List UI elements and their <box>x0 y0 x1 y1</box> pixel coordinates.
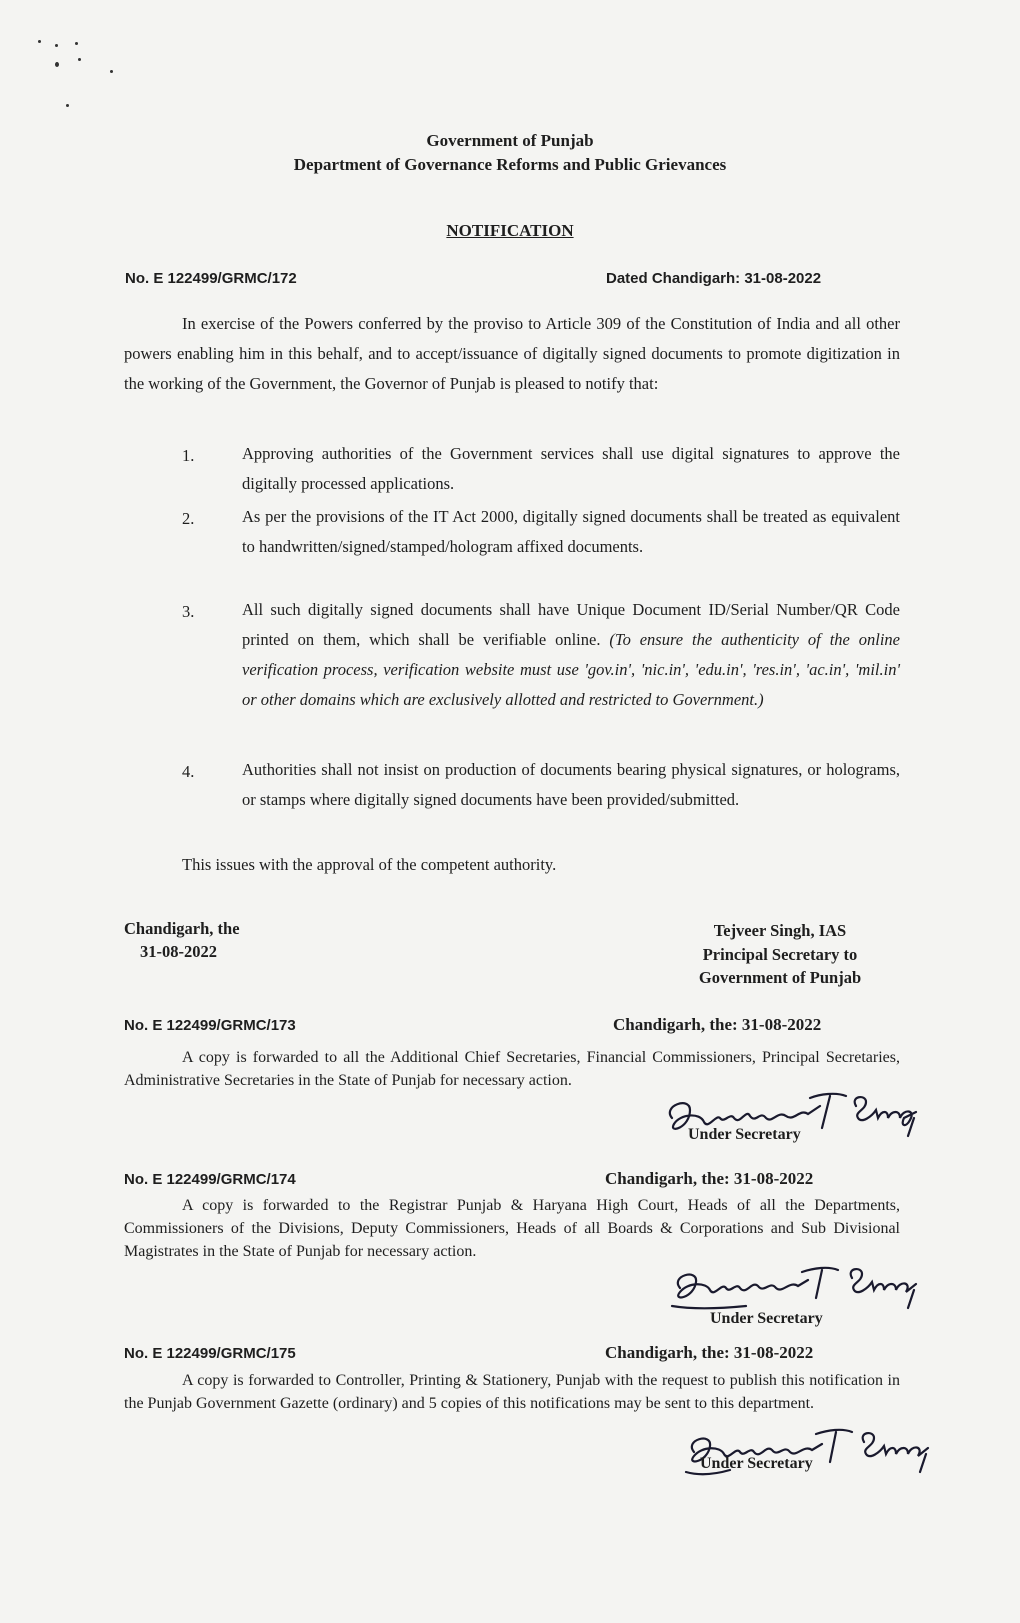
scan-speck <box>66 104 69 107</box>
notification-date: Dated Chandigarh: 31-08-2022 <box>606 270 822 287</box>
header-government: Government of Punjab <box>426 131 594 150</box>
item-text <box>242 595 900 715</box>
signatory-office: Government of Punjab <box>698 968 862 987</box>
closing-line: This issues with the approval of the competent authority. <box>182 855 557 874</box>
item-note: (To ensure the authenticity of the online verification process, verification website must use 'gov.in', 'nic.in', 'edu.in', 'res.in', 'ac.in', 'mil.in' or other domains which are exclusively allotted and restricted to Government.) <box>242 630 901 709</box>
item-text-main: All such digitally signed documents shall have Unique Document ID/Serial Number/QR Code printed on them, which shall be verifiable online. <box>242 600 900 649</box>
item-number: 2. <box>182 509 195 528</box>
signatory-block <box>660 919 900 990</box>
copy-date: Chandigarh, the: 31-08-2022 <box>605 1343 814 1362</box>
item-text: Authorities shall not insist on production of documents bearing physical signatures, or holograms, or stamps where digitally signed documents have been provided/submitted. <box>242 760 900 809</box>
intro-paragraph: In exercise of the Powers conferred by the proviso to Article 309 of the Constitution of India and all other powers enabling him in this behalf, and to accept/issuance of digitally signed documents to promote digitization in the working of the Government, the Governor of Punjab is pleased to notify that: <box>124 314 900 393</box>
scan-speck <box>78 58 81 61</box>
copy-number: No. E 122499/GRMC/173 <box>124 1017 296 1034</box>
notification-number: No. E 122499/GRMC/172 <box>125 270 297 287</box>
signatory-title: Principal Secretary to <box>702 944 858 964</box>
scan-speck <box>38 40 41 43</box>
copy-date: Chandigarh, the: 31-08-2022 <box>605 1169 814 1188</box>
copy-text: A copy is forwarded to the Registrar Punjab & Haryana High Court, Heads of all the Departments, Commissioners of the Divisions, Deputy Commissioners, Heads of all Boards & Corporations and Sub Divisional Magistrates in the State of Punjab for necessary action. <box>124 1197 900 1260</box>
notification-title: NOTIFICATION <box>446 221 574 240</box>
copy-date: Chandigarh, the: 31-08-2022 <box>613 1015 822 1034</box>
item-text: As per the provisions of the IT Act 2000, digitally signed documents shall be treated as equivalent to handwritten/signed/stamped/hologram affixed documents. <box>242 507 900 556</box>
copy-text: A copy is forwarded to Controller, Printing & Stationery, Punjab with the request to publish this notification in the Punjab Government Gazette (ordinary) and 5 copies of this notifications may be sent to this department. <box>124 1372 900 1412</box>
copy-text: A copy is forwarded to all the Additional Chief Secretaries, Financial Commissioners, Principal Secretaries, Administrative Secretaries in the State of Punjab for necessary action. <box>124 1049 900 1089</box>
signature-image <box>666 1262 946 1314</box>
copy-number: No. E 122499/GRMC/174 <box>124 1171 296 1188</box>
scan-speck <box>75 42 78 45</box>
signer-title: Under Secretary <box>700 1455 813 1472</box>
item-text: Approving authorities of the Government services shall use digital signatures to approve the digitally processed applications. <box>242 444 900 493</box>
place-date: 31-08-2022 <box>140 942 217 961</box>
item-number: 3. <box>182 602 195 621</box>
header-department: Department of Governance Reforms and Public Grievances <box>293 155 727 174</box>
signer-title: Under Secretary <box>688 1126 801 1143</box>
scan-speck <box>55 62 59 67</box>
item-number: 4. <box>182 762 195 781</box>
signer-title: Under Secretary <box>710 1310 823 1327</box>
place-line: Chandigarh, the <box>124 919 240 938</box>
copy-number: No. E 122499/GRMC/175 <box>124 1345 296 1362</box>
scan-speck <box>110 70 113 73</box>
scan-speck <box>55 44 58 47</box>
item-number: 1. <box>182 446 195 465</box>
signatory-name: Tejveer Singh, IAS <box>713 921 847 940</box>
